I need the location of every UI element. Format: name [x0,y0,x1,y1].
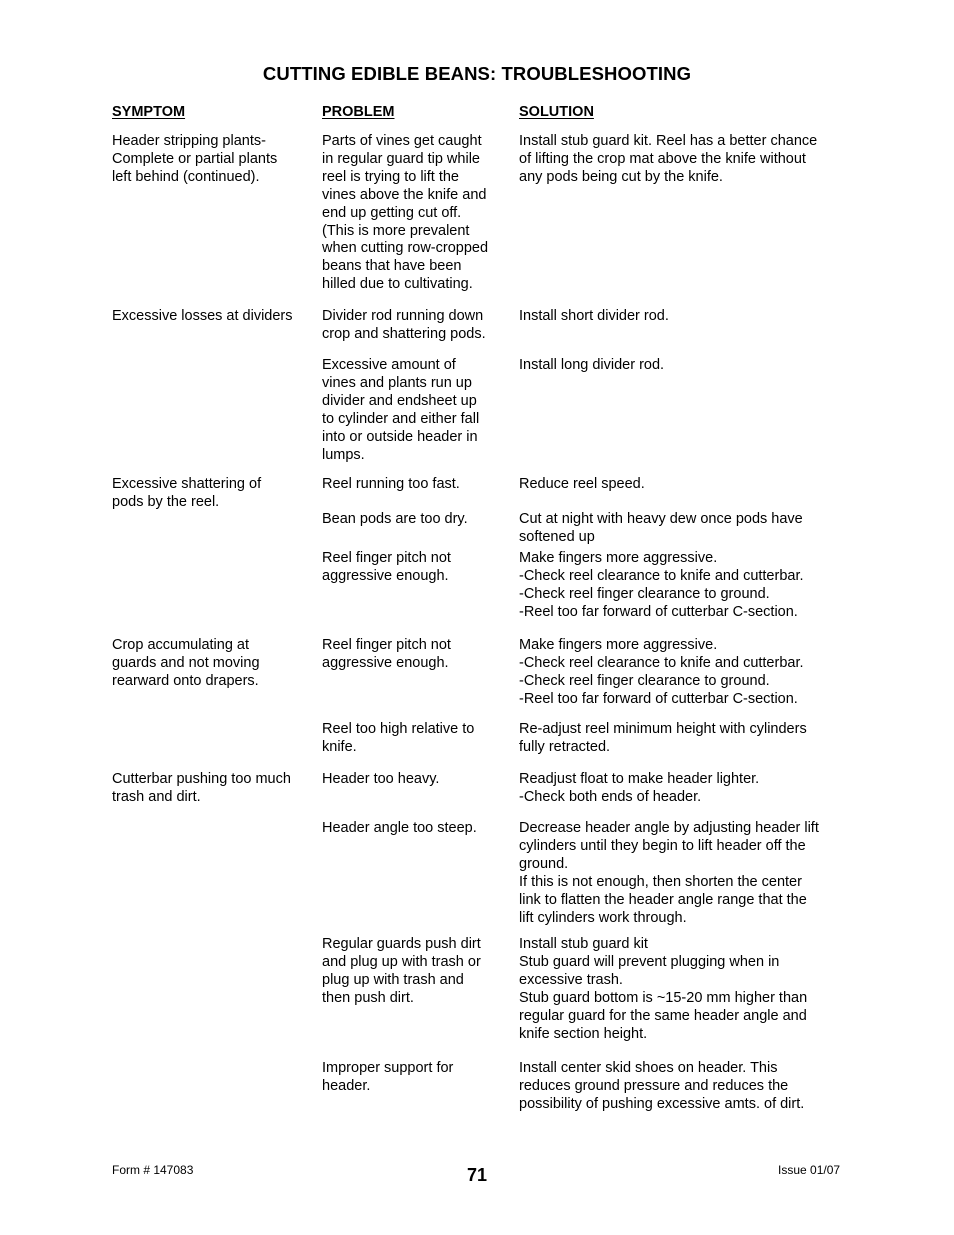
problem-cell: Parts of vines get caught in regular guard tip while reel is trying to lift the vines above the knife and end up getting cut off. (This is more prevalent when cutting row-cropped beans that have been hilled due to cultivating. [322,133,489,293]
solution-cell: Install stub guard kit Stub guard will prevent plugging when in excessive trash. Stub guard bottom is ~15-20 mm higher than regular guard for the same header angle and knife section height. [519,936,808,1042]
symptom-cell: Excessive losses at dividers [112,308,293,324]
problem-cell: Divider rod running down crop and shattering pods. [322,308,486,342]
form-number: Form # 147083 [112,1163,194,1177]
solution-cell: Make fingers more aggressive. -Check reel clearance to knife and cutterbar. -Check reel finger clearance to ground. -Reel too far forward of cutterbar C-section. [519,550,804,620]
problem-cell: Regular guards push dirt and plug up with trash or plug up with trash and then push dirt. [322,936,481,1006]
problem-cell: Reel running too fast. [322,476,460,492]
solution-cell: Make fingers more aggressive. -Check reel clearance to knife and cutterbar. -Check reel finger clearance to ground. -Reel too far forward of cutterbar C-section. [519,637,804,707]
solution-cell: Re-adjust reel minimum height with cylinders fully retracted. [519,721,807,755]
problem-cell: Reel too high relative to knife. [322,721,475,755]
symptom-cell: Cutterbar pushing too much trash and dirt. [112,771,291,805]
problem-cell: Header too heavy. [322,771,440,787]
problem-column-header: PROBLEM [322,104,395,120]
problem-cell: Excessive amount of vines and plants run up divider and endsheet up to cylinder and either fall into or outside header in lumps. [322,357,480,463]
page-number: 71 [466,1165,488,1185]
solution-cell: Install stub guard kit. Reel has a better chance of lifting the crop mat above the knife without any pods being cut by the knife. [519,133,818,185]
symptom-cell: Header stripping plants- Complete or partial plants left behind (continued). [112,133,278,185]
problem-cell: Reel finger pitch not aggressive enough. [322,550,451,584]
solution-cell: Install center skid shoes on header. This reduces ground pressure and reduces the possibility of pushing excessive amts. of dirt. [519,1060,805,1112]
symptom-column-header: SYMPTOM [112,104,186,120]
solution-cell: Cut at night with heavy dew once pods have softened up [519,511,803,545]
solution-cell: Install long divider rod. [519,357,665,373]
problem-cell: Bean pods are too dry. [322,511,468,527]
symptom-cell: Crop accumulating at guards and not moving rearward onto drapers. [112,637,260,689]
problem-cell: Reel finger pitch not aggressive enough. [322,637,451,671]
issue-date: Issue 01/07 [778,1163,841,1177]
problem-cell: Improper support for header. [322,1060,454,1094]
solution-cell: Readjust float to make header lighter. -Check both ends of header. [519,771,760,805]
page-title: CUTTING EDIBLE BEANS: TROUBLESHOOTING [262,63,692,84]
solution-cell: Reduce reel speed. [519,476,645,492]
symptom-cell: Excessive shattering of pods by the reel. [112,476,262,510]
problem-cell: Header angle too steep. [322,820,477,836]
solution-cell: Install short divider rod. [519,308,669,324]
solution-column-header: SOLUTION [519,104,594,120]
solution-cell: Decrease header angle by adjusting header lift cylinders until they begin to lift header off the ground. If this is not enough, then shorten the center link to flatten the header angle range that the lift cylinders work through. [519,820,819,926]
